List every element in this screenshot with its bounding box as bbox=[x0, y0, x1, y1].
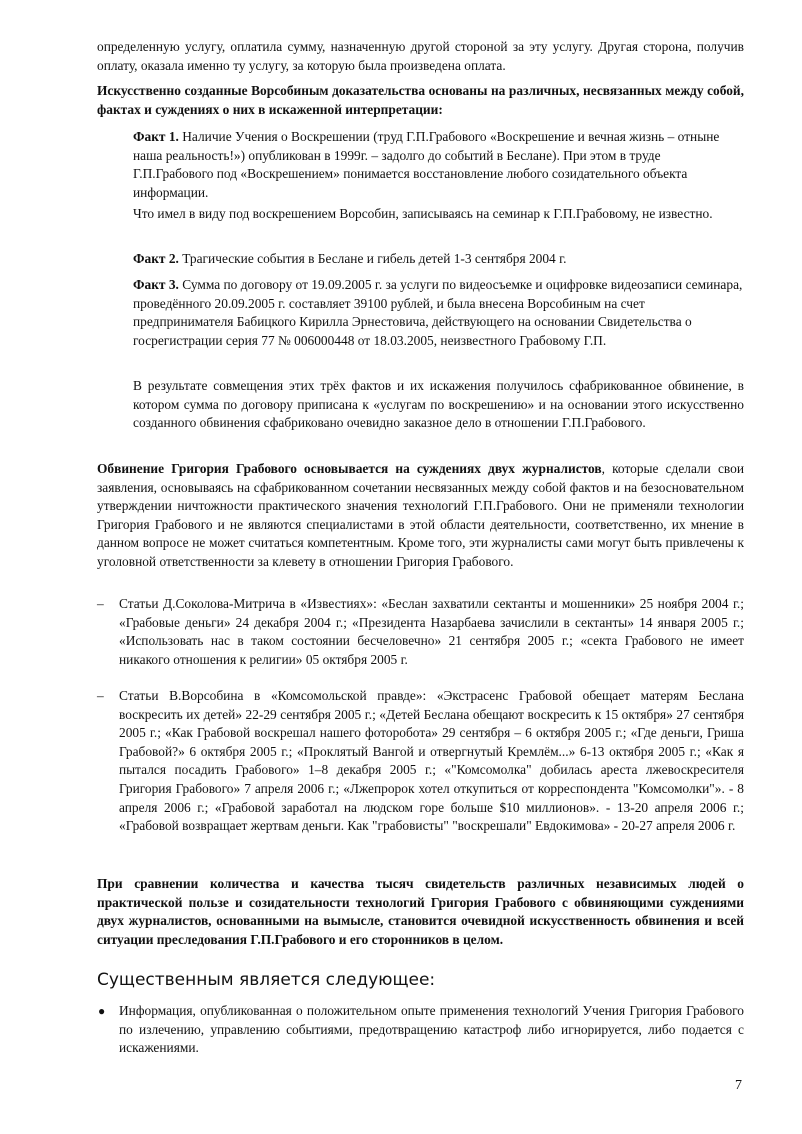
fact-1-label: Факт 1. bbox=[133, 129, 179, 144]
fact-1-note: Что имел в виду под воскрешением Ворсобин, записываясь на семинар к Г.П.Грабовому, не известно. bbox=[133, 206, 713, 221]
fact-1-text: Наличие Учения о Воскрешении (труд Г.П.Грабового «Воскрешение и вечная жизнь – отныне наша реальность!») опубликован в 1999г. – задолго до событий в Беслане). При этом в труде Г.П.Грабового под «Воскрешением» понимается восстановление любого созидательного объекта информации. bbox=[133, 129, 720, 200]
accusation-bold: Обвинение Григория Грабового основывается на суждениях двух журналистов bbox=[97, 461, 602, 476]
fact-2-label: Факт 2. bbox=[133, 251, 179, 266]
fact-1-paragraph bbox=[133, 128, 744, 202]
fact-3-label: Факт 3. bbox=[133, 277, 179, 292]
section-heading: Существенным является следующее: bbox=[97, 970, 436, 990]
fact-2-paragraph bbox=[133, 250, 744, 269]
fact-3-text: Сумма по договору от 19.09.2005 г. за услуги по видеосъемке и оцифровке видеозаписи семинара, проведённого 20.09.2005 г. составляет 39100 рублей, и была внесена Ворсобиным на счет предпринимателя Бабицкого Кирилла Эрнестовича, действующего на основании Свидетельства о госрегистрации серия 77 № 006000448 от 18.03.2005, неизвестного Грабовому Г.П. bbox=[133, 277, 743, 348]
page-number: 7 bbox=[735, 1078, 742, 1093]
article-list-text: Статьи В.Ворсобина в «Комсомольской правде»: «Экстрасенс Грабовой обещает матерям Беслана воскресить их детей» 22-29 сентября 2005 г.; «Детей Беслана обещают воскресить к 15 октября» 27 сентября 2005 г.; «Как Грабовой воскрешал нашего фоторобота» 29 сентября – 6 октября 2005 г.; «Где деньги, Гриша Грабовой?» 6 октября 2005 г.; «Проклятый Вангой и отвергнутый Кремлём...» 6-13 октября 2005 г.; «Как я пытался посадить Грабового» 1–8 декабря 2005 г.; «"Комсомолка" добилась ареста лжевоскресителя Григория Грабового» 7 апреля 2006 г.; «Лжепророк хотел откупиться от корреспондента "Комсомолки"». - 8 апреля 2006 г.; «Грабовой заработал на людском горе больше $10 миллионов». - 13-20 апреля 2006 г.; «Грабовой возвращает жертвам деньги. Как "грабовисты" "воскрешали" Евдокимова» - 20-27 апреля 2006 г. bbox=[119, 688, 744, 834]
comparison-paragraph: При сравнении количества и качества тысяч свидетельств различных независимых людей о практической пользе и созидательности технологий Григория Грабового с обвиняющими суждениями двух журналистов, основанными на вымысле, становится очевидной искусственность обвинения и всей ситуации преследования Г.П.Грабового и его сторонников в целом. bbox=[97, 876, 744, 947]
result-paragraph: В результате совмещения этих трёх фактов и их искажения получилось сфабрикованное обвинение, в котором сумма по договору приписана к «услугам по воскрешению» и на основании этого искусственно созданного обвинения сфабриковано очевидно заказное дело в отношении Г.П.Грабового. bbox=[133, 378, 744, 431]
dash-marker: – bbox=[97, 596, 104, 611]
bullet-text: Информация, опубликованная о положительном опыте применения технологий Учения Григория Грабового по излечению, управлению событиями, предотвращению катастроф либо игнорируется, либо подается с искажениями. bbox=[119, 1003, 744, 1056]
bullet-icon: ● bbox=[98, 1004, 106, 1018]
fact-3-paragraph bbox=[133, 276, 744, 350]
accusation-paragraph bbox=[97, 460, 744, 572]
dash-marker: – bbox=[97, 688, 104, 703]
accusation-text: , которые сделали свои заявления, основываясь на сфабрикованном сочетании несвязанных между собой фактов и на безосновательном утверждении ничтожности практического значения технологий Г.П.Грабового. Они не применяли технологии Григория Грабового и не являются специалистами в этой области деятельности, соответственно, их мнение в данном вопросе не может считаться компетентным. Кроме того, эти журналисты сами могут быть привлечены к уголовной ответственности за клевету в отношении Григория Грабового. bbox=[97, 461, 744, 569]
fact-2-text: Трагические события в Беслане и гибель детей 1-3 сентября 2004 г. bbox=[178, 251, 567, 266]
article-list-text: Статьи Д.Соколова-Митрича в «Известиях»: «Беслан захватили сектанты и мошенники» 25 ноября 2004 г.; «Грабовые деньги» 24 декабря 2004 г.; «Президента Назарбаева зачислили в сектанты» 14 января 2005 г.; «Использовать нас в таком состоянии бесчеловечно» 21 сентября 2005 г.; «секта Грабового не имеет никакого отношения к религии» 05 октября 2005 г. bbox=[119, 596, 744, 667]
claim-paragraph: Искусственно созданные Ворсобиным доказательства основаны на различных, несвязанных между собой, фактах и суждениях о них в искаженной интерпретации: bbox=[97, 83, 744, 117]
intro-paragraph: определенную услугу, оплатила сумму, назначенную другой стороной за эту услугу. Другая сторона, получив оплату, оказала именно ту услугу, за которую была произведена оплата. bbox=[97, 39, 744, 73]
